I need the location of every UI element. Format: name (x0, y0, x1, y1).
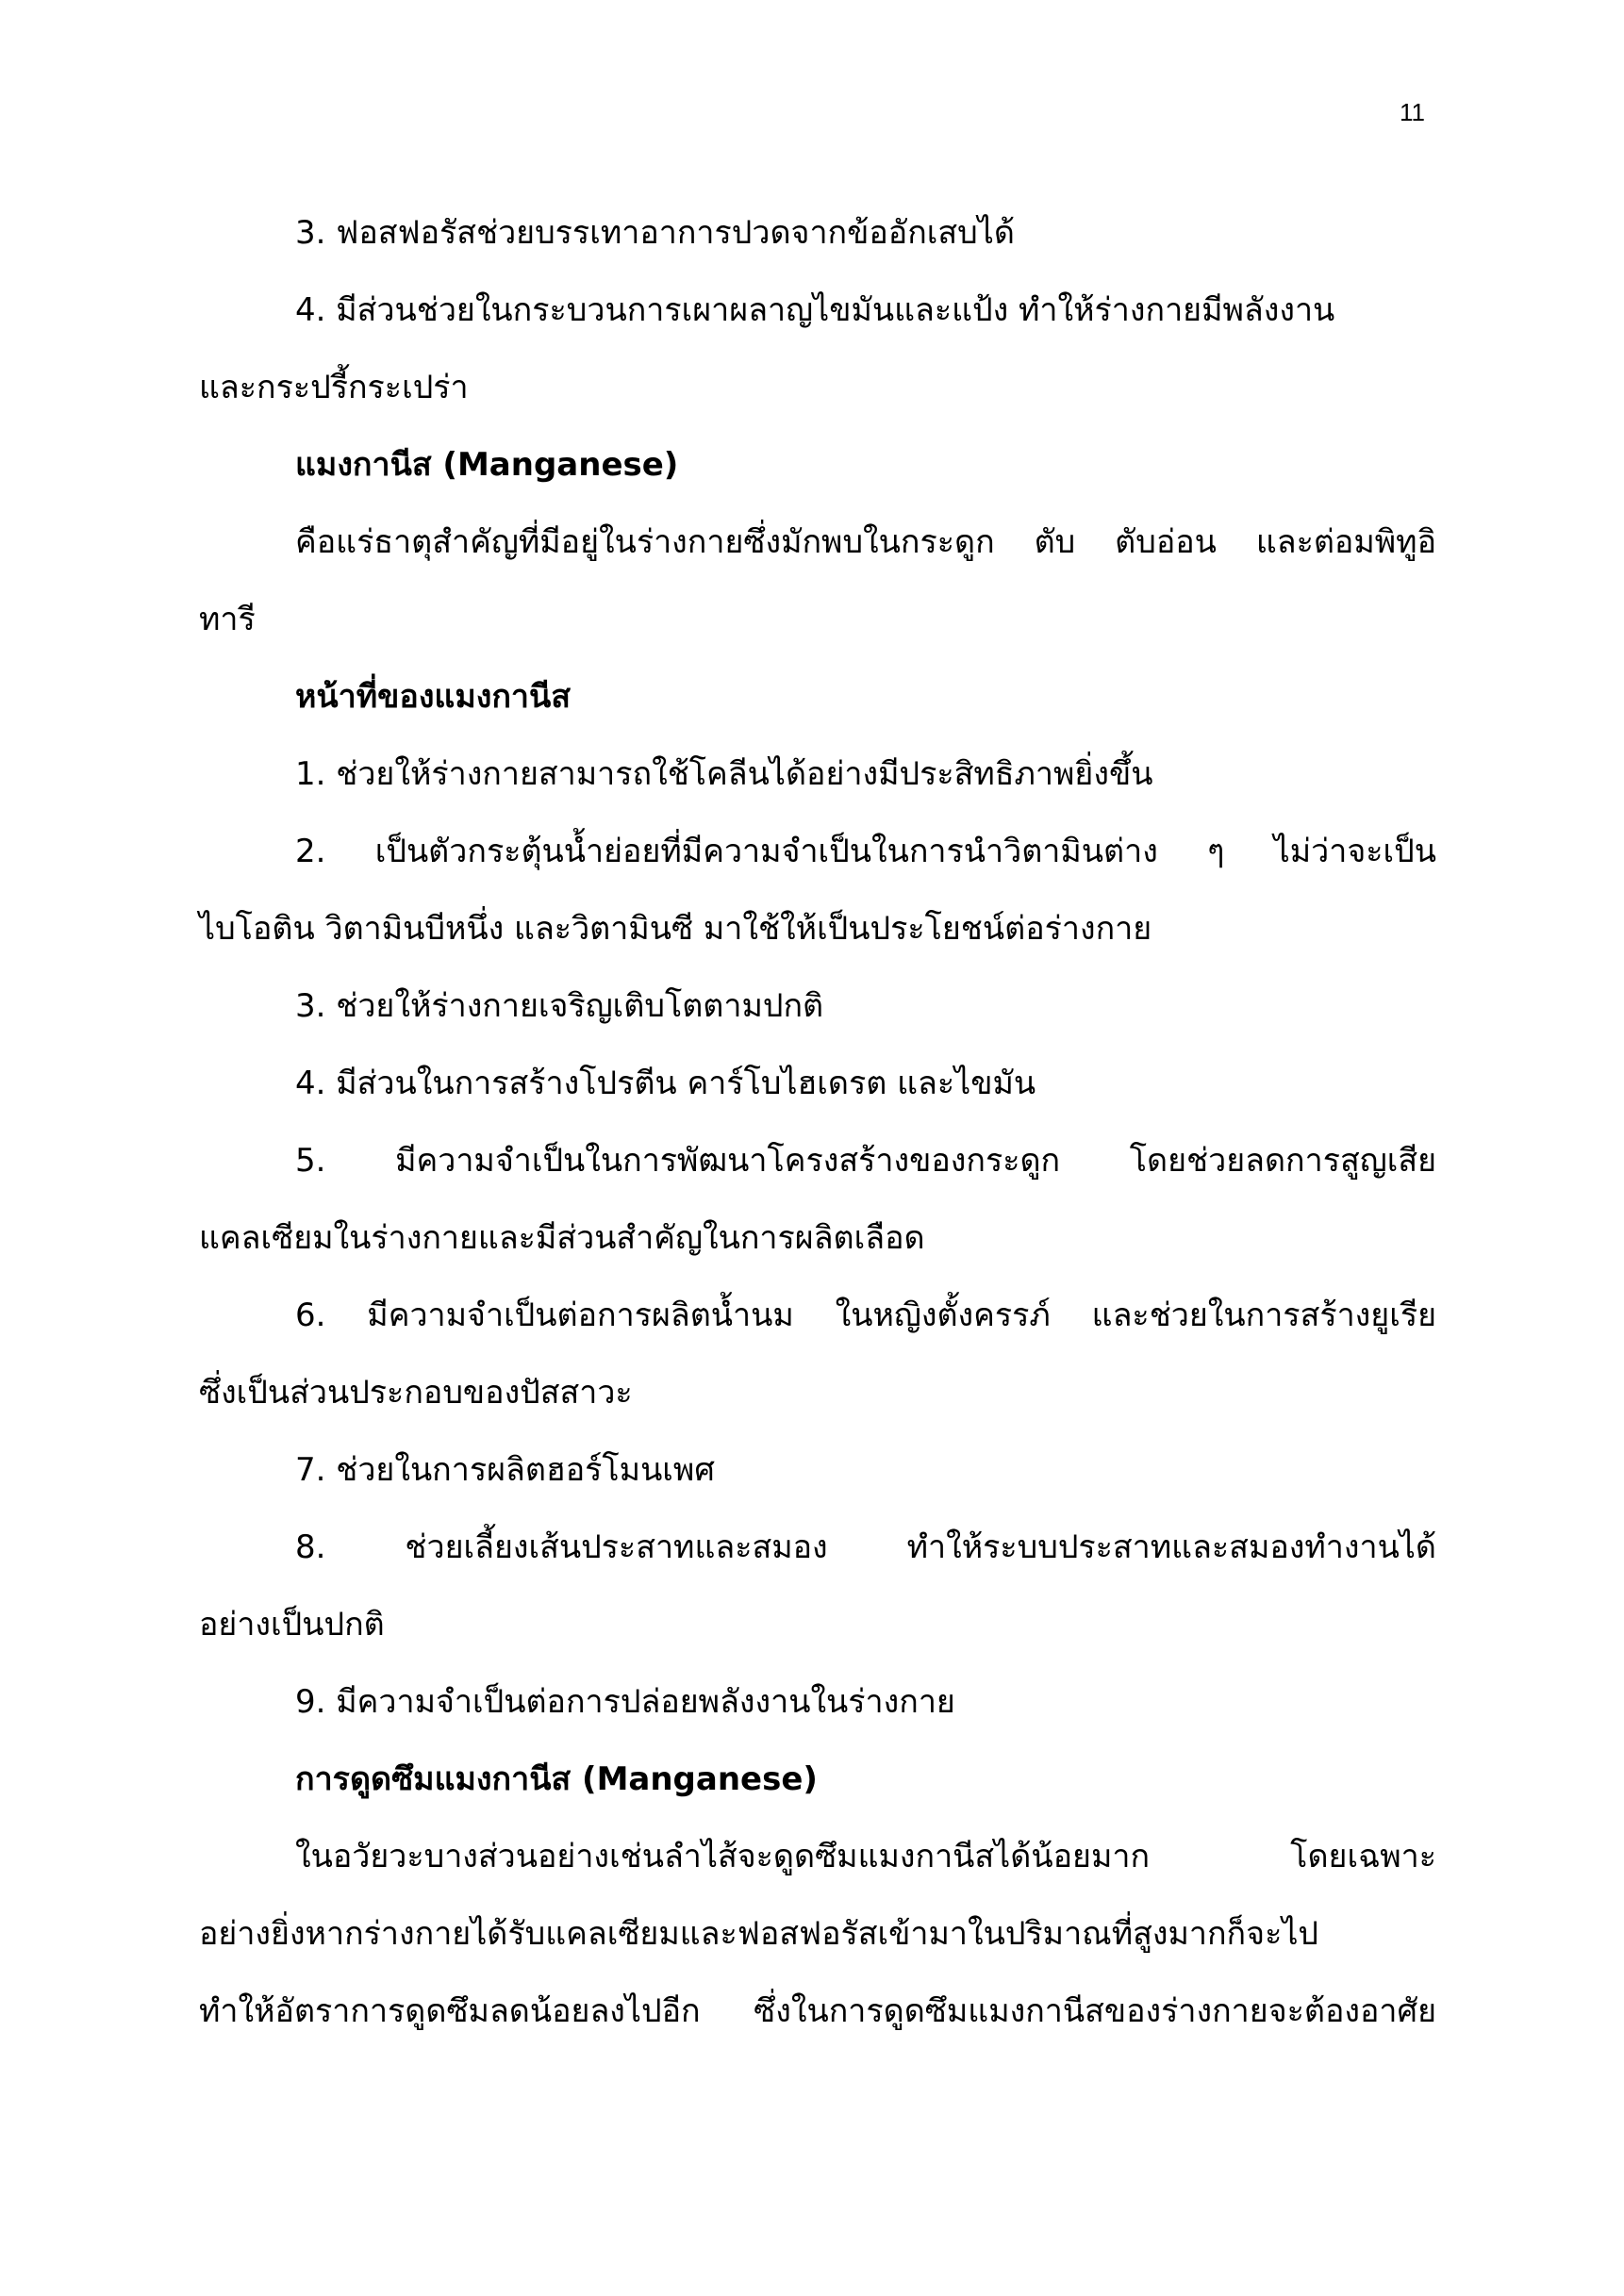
list-item-phosphorus-3: 3. ฟอสฟอรัสช่วยบรรเทาอาการปวดจากข้ออักเสบได้ (295, 214, 1015, 252)
list-item-phosphorus-4: 4. มีส่วนช่วยในกระบวนการเผาผลาญไขมันและแป้ง ทำให้ร่างกายมีพลังงาน (295, 291, 1335, 329)
section-heading-manganese-absorption: การดูดซึมแมงกานีส (Manganese) (295, 1760, 818, 1798)
list-item-function-8-continued: อย่างเป็นปกติ (199, 1606, 385, 1644)
list-item-function-6-continued: ซึ่งเป็นส่วนประกอบของปัสสาวะ (199, 1374, 633, 1412)
paragraph-absorption-line-1: ในอวัยวะบางส่วนอย่างเช่นลำไส้จะดูดซึมแมงกานีสได้น้อยมาก โดยเฉพาะ (295, 1838, 1436, 1875)
list-item-function-5-continued: แคลเซียมในร่างกายและมีส่วนสำคัญในการผลิตเลือด (199, 1219, 925, 1257)
paragraph-manganese-definition: คือแร่ธาตุสำคัญที่มีอยู่ในร่างกายซึ่งมักพบในกระดูก ตับ ตับอ่อน และต่อมพิทูอิ (295, 523, 1436, 561)
section-heading-manganese: แมงกานีส (Manganese) (295, 446, 679, 484)
page-number: 11 (1400, 98, 1425, 126)
paragraph-absorption-line-3: ทำให้อัตราการดูดซึมลดน้อยลงไปอีก ซึ่งในการดูดซึมแมงกานีสของร่างกายจะต้องอาศัย (199, 1992, 1436, 2030)
list-item-function-5: 5. มีความจำเป็นในการพัฒนาโครงสร้างของกระดูก โดยช่วยลดการสูญเสีย (295, 1142, 1436, 1180)
section-heading-manganese-functions: หน้าที่ของแมงกานีส (295, 678, 572, 716)
list-item-function-4: 4. มีส่วนในการสร้างโปรตีน คาร์โบไฮเดรต และไขมัน (295, 1065, 1036, 1102)
paragraph-manganese-definition-continued: ทารี (199, 601, 256, 638)
list-item-function-8: 8. ช่วยเลี้ยงเส้นประสาทและสมอง ทำให้ระบบประสาทและสมองทำงานได้ (295, 1528, 1436, 1566)
list-item-phosphorus-4-continued: และกระปรี้กระเปร่า (199, 369, 469, 406)
list-item-function-1: 1. ช่วยให้ร่างกายสามารถใช้โคลีนได้อย่างมีประสิทธิภาพยิ่งขึ้น (295, 755, 1153, 793)
list-item-function-2: 2. เป็นตัวกระตุ้นน้ำย่อยที่มีความจำเป็นในการนำวิตามินต่าง ๆ ไม่ว่าจะเป็น (295, 833, 1436, 870)
list-item-function-2-continued: ไบโอติน วิตามินบีหนึ่ง และวิตามินซี มาใช้ให้เป็นประโยชน์ต่อร่างกาย (199, 910, 1152, 948)
list-item-function-3: 3. ช่วยให้ร่างกายเจริญเติบโตตามปกติ (295, 987, 824, 1025)
document-body (199, 200, 1436, 2056)
list-item-function-9: 9. มีความจำเป็นต่อการปล่อยพลังงานในร่างกาย (295, 1683, 955, 1721)
list-item-function-6: 6. มีความจำเป็นต่อการผลิตน้ำนม ในหญิงตั้งครรภ์ และช่วยในการสร้างยูเรีย (295, 1297, 1436, 1334)
paragraph-absorption-line-2: อย่างยิ่งหากร่างกายได้รับแคลเซียมและฟอสฟอรัสเข้ามาในปริมาณที่สูงมากก็จะไป (199, 1915, 1319, 1953)
list-item-function-7: 7. ช่วยในการผลิตฮอร์โมนเพศ (295, 1451, 715, 1489)
